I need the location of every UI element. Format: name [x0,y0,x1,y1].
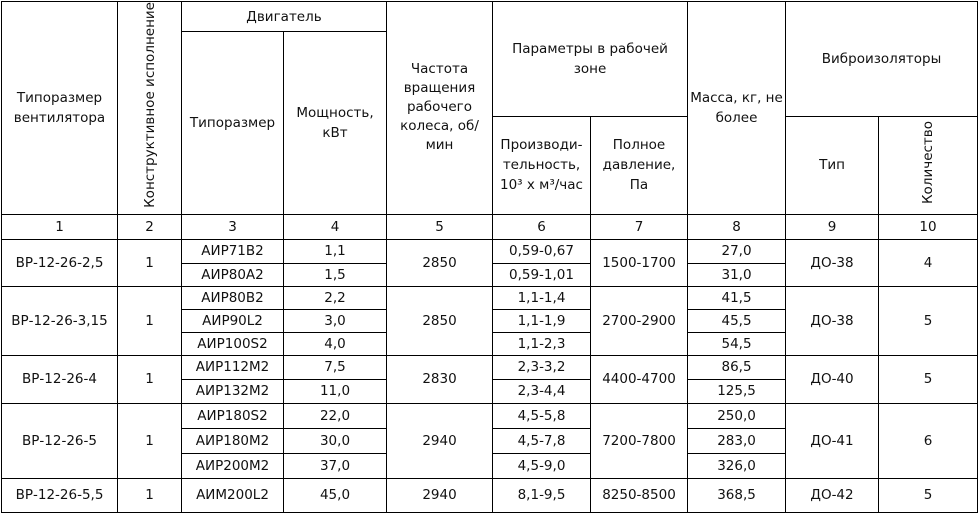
motor-power-cell: 4,0 [284,332,387,355]
fan-size-cell: ВР-12-26-3,15 [2,286,118,355]
col-number: 3 [182,214,284,239]
header-motor-size: Типоразмер [182,32,284,215]
header-rpm: Частота вращения рабочего колеса, об/мин [387,2,493,215]
vibro-type-cell: ДО-38 [786,239,879,286]
rpm-cell: 2830 [387,355,493,403]
fan-size-cell: ВР-12-26-5,5 [2,478,118,512]
vibro-count-cell: 5 [879,355,978,403]
rpm-cell: 2850 [387,239,493,286]
motor-size-cell: АИР80А2 [182,263,284,286]
motor-size-cell: АИР90L2 [182,309,284,332]
vibro-count-cell: 6 [879,403,978,478]
motor-size-cell: АИР132М2 [182,379,284,403]
productivity-cell: 4,5-5,8 [493,403,591,428]
motor-power-cell: 22,0 [284,403,387,428]
productivity-cell: 8,1-9,5 [493,478,591,512]
header-mass: Масса, кг, не более [688,2,786,215]
execution-cell: 1 [118,478,182,512]
fan-spec-table [1,1,978,513]
motor-power-cell: 30,0 [284,428,387,453]
rpm-cell: 2850 [387,286,493,355]
rpm-cell: 2940 [387,478,493,512]
table-row [2,478,978,512]
motor-size-cell: АИР112М2 [182,355,284,379]
motor-size-cell: АИР180S2 [182,403,284,428]
pressure-cell: 7200-7800 [591,403,688,478]
vibro-type-cell: ДО-41 [786,403,879,478]
mass-cell: 125,5 [688,379,786,403]
col-number: 7 [591,214,688,239]
motor-power-cell: 11,0 [284,379,387,403]
motor-size-cell: АИМ200L2 [182,478,284,512]
motor-size-cell: АИР180М2 [182,428,284,453]
motor-size-cell: АИР71В2 [182,239,284,263]
mass-cell: 27,0 [688,239,786,263]
productivity-cell: 2,3-3,2 [493,355,591,379]
header-vibro-group: Виброизоляторы [786,2,978,117]
col-number: 2 [118,214,182,239]
execution-cell: 1 [118,239,182,286]
motor-power-cell: 3,0 [284,309,387,332]
motor-size-cell: АИР80В2 [182,286,284,309]
productivity-cell: 1,1-1,4 [493,286,591,309]
vibro-type-cell: ДО-38 [786,286,879,355]
header-motor-power: Мощность, кВт [284,32,387,215]
header-vibro-count: Количество [879,116,978,214]
fan-size-cell: ВР-12-26-2,5 [2,239,118,286]
motor-size-cell: АИР100S2 [182,332,284,355]
productivity-cell: 0,59-1,01 [493,263,591,286]
col-number: 5 [387,214,493,239]
mass-cell: 250,0 [688,403,786,428]
mass-cell: 41,5 [688,286,786,309]
pressure-cell: 1500-1700 [591,239,688,286]
productivity-cell: 2,3-4,4 [493,379,591,403]
motor-power-cell: 45,0 [284,478,387,512]
table-row [2,403,978,428]
productivity-cell: 4,5-9,0 [493,453,591,478]
col-number: 6 [493,214,591,239]
table-row [2,239,978,263]
col-number: 9 [786,214,879,239]
header-motor-group: Двигатель [182,2,387,32]
execution-cell: 1 [118,355,182,403]
header-execution: Конструктивное исполнение [118,2,182,215]
productivity-cell: 4,5-7,8 [493,428,591,453]
motor-power-cell: 2,2 [284,286,387,309]
motor-size-cell: АИР200М2 [182,453,284,478]
header-vibro-type: Тип [786,116,879,214]
col-number: 1 [2,214,118,239]
header-fan-size: Типоразмер вентилятора [2,2,118,215]
mass-cell: 54,5 [688,332,786,355]
col-number: 4 [284,214,387,239]
header-pressure: Полное давление, Па [591,116,688,214]
header-productivity: Производи-тельность, 10³ х м³/час [493,116,591,214]
motor-power-cell: 37,0 [284,453,387,478]
pressure-cell: 4400-4700 [591,355,688,403]
mass-cell: 368,5 [688,478,786,512]
mass-cell: 326,0 [688,453,786,478]
pressure-cell: 2700-2900 [591,286,688,355]
execution-cell: 1 [118,403,182,478]
vibro-type-cell: ДО-40 [786,355,879,403]
vibro-count-cell: 5 [879,478,978,512]
vibro-count-cell: 5 [879,286,978,355]
column-numbers-row [2,214,978,239]
motor-power-cell: 1,5 [284,263,387,286]
execution-cell: 1 [118,286,182,355]
fan-size-cell: ВР-12-26-4 [2,355,118,403]
table-row [2,355,978,379]
mass-cell: 86,5 [688,355,786,379]
table-row [2,286,978,309]
rpm-cell: 2940 [387,403,493,478]
mass-cell: 283,0 [688,428,786,453]
productivity-cell: 0,59-0,67 [493,239,591,263]
motor-power-cell: 7,5 [284,355,387,379]
productivity-cell: 1,1-2,3 [493,332,591,355]
mass-cell: 31,0 [688,263,786,286]
productivity-cell: 1,1-1,9 [493,309,591,332]
pressure-cell: 8250-8500 [591,478,688,512]
motor-power-cell: 1,1 [284,239,387,263]
vibro-type-cell: ДО-42 [786,478,879,512]
vibro-count-cell: 4 [879,239,978,286]
mass-cell: 45,5 [688,309,786,332]
fan-size-cell: ВР-12-26-5 [2,403,118,478]
col-number: 8 [688,214,786,239]
header-params-group: Параметры в рабочей зоне [493,2,688,117]
col-number: 10 [879,214,978,239]
